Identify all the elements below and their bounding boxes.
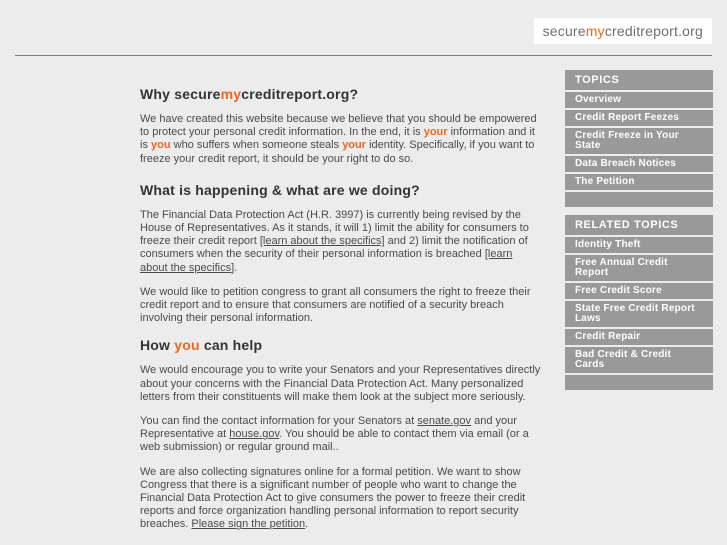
main-content — [140, 86, 541, 543]
text-segment: and 2) limit the notification of consumers when the security of their personal information is breached — [140, 235, 528, 261]
text-segment: creditreport.org — [604, 23, 703, 39]
sidebar-item-the-petition[interactable]: The Petition — [565, 174, 713, 192]
accent-text: you — [151, 139, 171, 152]
related-topics-header: RELATED TOPICS — [565, 215, 713, 237]
text-segment: How — [140, 337, 175, 354]
sidebar-item-credit-report-feezes[interactable]: Credit Report Feezes — [565, 110, 713, 128]
related-topics-box-footer — [565, 375, 713, 390]
accent-text: my — [585, 23, 605, 39]
sidebar-item-data-breach-notices[interactable]: Data Breach Notices — [565, 156, 713, 174]
legislation-paragraph — [140, 209, 541, 275]
topics-box-footer — [565, 192, 713, 207]
text-segment: The Financial Data Protection Act (H.R. 3997) is currently being revised by the House of Representatives. As it stands, it will 1) limit the ability for consumers to freeze their credit report — [140, 208, 529, 248]
header-divider — [15, 55, 712, 56]
text-segment: We are also collecting signatures online for a formal petition. We want to show Congress that there is a significant number of people who want to change the Financial Data Protection Act to give consumers the power to freeze their credit reports and force organization handling personal information to report security breaches. — [140, 465, 526, 531]
text-segment: What is happening & what are we doing? — [140, 181, 420, 198]
accent-text: your — [423, 126, 448, 139]
topics-header: TOPICS — [565, 70, 713, 92]
text-segment: We would like to petition congress to grant all consumers the right to freeze their credit report and to ensure that consumers are notified of a security breach involving their personal information. — [140, 285, 531, 325]
text-segment: . You should be able to contact them via email (or a web submission) or regular ground mail.. — [140, 428, 529, 454]
write-congress-paragraph — [140, 364, 541, 404]
inline-link[interactable]: Please sign the petition — [191, 518, 306, 531]
accent-text: you — [174, 337, 200, 354]
sidebar-item-free-annual-credit-report[interactable]: Free Annual Credit Report — [565, 255, 713, 283]
sidebar-item-free-credit-score[interactable]: Free Credit Score — [565, 283, 713, 301]
sidebar-item-credit-freeze-in-your-state[interactable]: Credit Freeze in Your State — [565, 128, 713, 156]
section-heading-what-is-happening — [140, 182, 541, 199]
text-segment: identity. Specifically, if you want to freeze your credit report, it should be your right to do so. — [140, 139, 535, 165]
text-segment: We would encourage you to write your Senators and your Representatives directly about your concerns with the Financial Data Protection Act. Many personalized letters from their constituents will make them look at the subject more seriously. — [140, 364, 541, 403]
page-title — [140, 86, 541, 103]
inline-link[interactable]: senate.gov — [417, 415, 472, 428]
text-segment: creditreport.org? — [241, 86, 359, 102]
contact-info-paragraph — [140, 415, 541, 455]
accent-text: my — [220, 86, 242, 102]
text-segment: You can find the contact information for your Senators at — [140, 415, 418, 428]
sidebar-item-state-free-credit-report-laws[interactable]: State Free Credit Report Laws — [565, 301, 713, 329]
sidebar-item-credit-repair[interactable]: Credit Repair — [565, 329, 713, 347]
sidebar-item-overview[interactable]: Overview — [565, 92, 713, 110]
inline-link[interactable]: house.gov — [229, 428, 280, 441]
text-segment: secure — [542, 23, 586, 39]
sidebar — [565, 70, 713, 398]
accent-text: your — [342, 139, 367, 152]
intro-paragraph — [140, 113, 541, 166]
inline-link[interactable]: [learn about the specifics] — [140, 248, 513, 274]
text-segment: . — [305, 518, 309, 531]
text-segment: and your Representative at — [140, 415, 517, 441]
related-topics-box — [565, 215, 713, 390]
section-heading-how-you-can-help — [140, 337, 541, 354]
text-segment: information and it is — [140, 126, 535, 152]
text-segment: Why secure — [140, 86, 221, 102]
sidebar-item-bad-credit-and-credit-cards[interactable]: Bad Credit & Credit Cards — [565, 347, 713, 375]
inline-link[interactable]: [learn about the specifics] — [259, 235, 385, 248]
text-segment: . — [234, 261, 238, 274]
sidebar-item-identity-theft[interactable]: Identity Theft — [565, 237, 713, 255]
text-segment: We have created this website because we believe that you should be empowered to protect your personal credit information. In the end, it is — [140, 113, 537, 139]
site-logo[interactable] — [534, 18, 712, 44]
text-segment: who suffers when someone steals — [170, 139, 343, 152]
sign-petition-paragraph — [140, 466, 541, 532]
petition-goal-paragraph — [140, 286, 541, 326]
topics-box — [565, 70, 713, 207]
text-segment: can help — [199, 337, 263, 354]
